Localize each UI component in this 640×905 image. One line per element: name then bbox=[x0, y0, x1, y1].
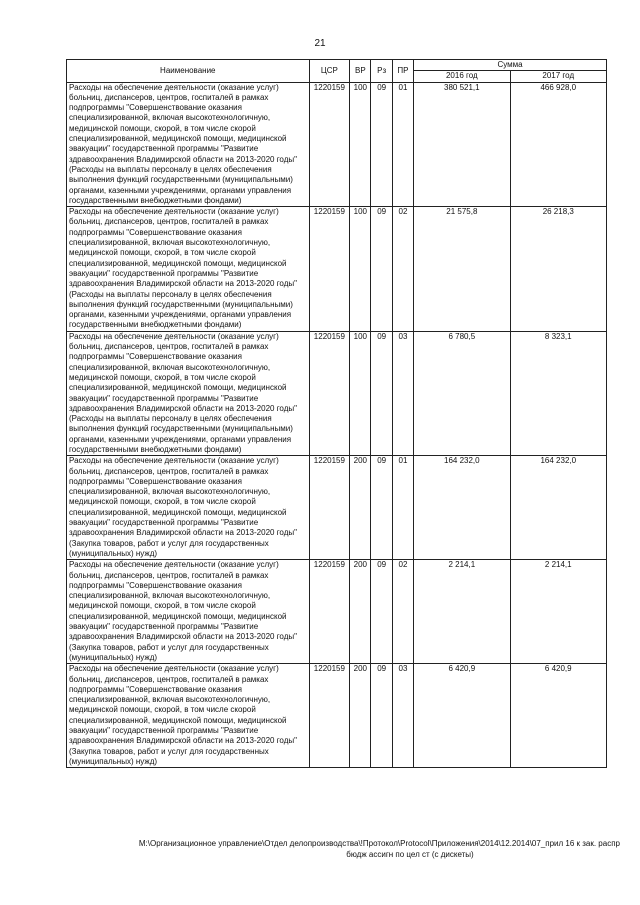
row-name: Расходы на обеспечение деятельности (оказание услуг) больниц, диспансеров, центров, госпиталей в рамках подпрограммы "Совершенствование оказания специализированной, включая высокотехнологичную, медицинской помощи, скорой, в том числе скорой специализированной, медицинской помощи, медицинской эвакуации" государственной программы "Развитие здравоохранения Владимирской области на 2013-2020 годы" (Закупка товаров, работ и услуг для государственных (муниципальных) нужд) bbox=[67, 664, 310, 768]
row-rz: 09 bbox=[371, 331, 392, 456]
row-vr: 100 bbox=[350, 331, 371, 456]
row-pr: 02 bbox=[392, 560, 413, 664]
row-2016: 6 780,5 bbox=[414, 331, 510, 456]
table-row bbox=[67, 331, 607, 456]
row-name: Расходы на обеспечение деятельности (оказание услуг) больниц, диспансеров, центров, госпиталей в рамках подпрограммы "Совершенствование оказания специализированной, включая высокотехнологичную, медицинской помощи, скорой, в том числе скорой специализированной, медицинской помощи, медицинской эвакуации" государственной программы "Развитие здравоохранения Владимирской области на 2013-2020 годы" (Расходы на выплаты персоналу в целях обеспечения выполнения функций государственными (муниципальными) органами, казенными учреждениями, органами управления государственными внебюджетными фондами) bbox=[67, 82, 310, 207]
row-2016: 164 232,0 bbox=[414, 456, 510, 560]
table-row bbox=[67, 207, 607, 332]
budget-table bbox=[66, 59, 607, 768]
row-2017: 8 323,1 bbox=[510, 331, 606, 456]
row-vr: 200 bbox=[350, 664, 371, 768]
row-rz: 09 bbox=[371, 664, 392, 768]
row-rz: 09 bbox=[371, 560, 392, 664]
row-csr: 1220159 bbox=[309, 560, 350, 664]
row-vr: 200 bbox=[350, 456, 371, 560]
row-pr: 01 bbox=[392, 456, 413, 560]
row-rz: 09 bbox=[371, 456, 392, 560]
row-csr: 1220159 bbox=[309, 82, 350, 207]
table-row bbox=[67, 560, 607, 664]
table-row bbox=[67, 664, 607, 768]
row-2017: 466 928,0 bbox=[510, 82, 606, 207]
header-vr: ВР bbox=[350, 60, 371, 83]
header-2017: 2017 год bbox=[510, 71, 606, 82]
row-2016: 380 521,1 bbox=[414, 82, 510, 207]
row-2017: 26 218,3 bbox=[510, 207, 606, 332]
row-csr: 1220159 bbox=[309, 456, 350, 560]
row-name: Расходы на обеспечение деятельности (оказание услуг) больниц, диспансеров, центров, госпиталей в рамках подпрограммы "Совершенствование оказания специализированной, включая высокотехнологичную, медицинской помощи, скорой, в том числе скорой специализированной, медицинской помощи, медицинской эвакуации" государственной программы "Развитие здравоохранения Владимирской области на 2013-2020 годы" (Расходы на выплаты персоналу в целях обеспечения выполнения функций государственными (муниципальными) органами, казенными учреждениями, органами управления государственными внебюджетными фондами) bbox=[67, 207, 310, 332]
row-name: Расходы на обеспечение деятельности (оказание услуг) больниц, диспансеров, центров, госпиталей в рамках подпрограммы "Совершенствование оказания специализированной, включая высокотехнологичную, медицинской помощи, скорой, в том числе скорой специализированной, медицинской помощи, медицинской эвакуации" государственной программы "Развитие здравоохранения Владимирской области на 2013-2020 годы" (Закупка товаров, работ и услуг для государственных (муниципальных) нужд) bbox=[67, 560, 310, 664]
row-pr: 01 bbox=[392, 82, 413, 207]
file-path-footer bbox=[40, 838, 620, 860]
row-2017: 164 232,0 bbox=[510, 456, 606, 560]
header-rz: Рз bbox=[371, 60, 392, 83]
row-name: Расходы на обеспечение деятельности (оказание услуг) больниц, диспансеров, центров, госпиталей в рамках подпрограммы "Совершенствование оказания специализированной, включая высокотехнологичную, медицинской помощи, скорой, в том числе скорой специализированной, медицинской помощи, медицинской эвакуации" государственной программы "Развитие здравоохранения Владимирской области на 2013-2020 годы" (Закупка товаров, работ и услуг для государственных (муниципальных) нужд) bbox=[67, 456, 310, 560]
row-csr: 1220159 bbox=[309, 664, 350, 768]
row-pr: 03 bbox=[392, 664, 413, 768]
row-2017: 6 420,9 bbox=[510, 664, 606, 768]
header-pr: ПР bbox=[392, 60, 413, 83]
table-row bbox=[67, 82, 607, 207]
row-rz: 09 bbox=[371, 207, 392, 332]
footer-path-continued: бюдж ассигн по цел ст (с дискеты) bbox=[346, 850, 474, 859]
row-csr: 1220159 bbox=[309, 207, 350, 332]
page-number: 21 bbox=[314, 38, 326, 49]
row-2016: 6 420,9 bbox=[414, 664, 510, 768]
row-2016: 2 214,1 bbox=[414, 560, 510, 664]
row-vr: 100 bbox=[350, 82, 371, 207]
row-pr: 02 bbox=[392, 207, 413, 332]
table-row bbox=[67, 456, 607, 560]
header-csr: ЦСР bbox=[309, 60, 350, 83]
header-2016: 2016 год bbox=[414, 71, 510, 82]
row-vr: 200 bbox=[350, 560, 371, 664]
row-name: Расходы на обеспечение деятельности (оказание услуг) больниц, диспансеров, центров, госпиталей в рамках подпрограммы "Совершенствование оказания специализированной, включая высокотехнологичную, медицинской помощи, скорой, в том числе скорой специализированной, медицинской помощи, медицинской эвакуации" государственной программы "Развитие здравоохранения Владимирской области на 2013-2020 годы" (Расходы на выплаты персоналу в целях обеспечения выполнения функций государственными (муниципальными) органами, казенными учреждениями, органами управления государственными внебюджетными фондами) bbox=[67, 331, 310, 456]
row-pr: 03 bbox=[392, 331, 413, 456]
row-csr: 1220159 bbox=[309, 331, 350, 456]
row-2017: 2 214,1 bbox=[510, 560, 606, 664]
row-vr: 100 bbox=[350, 207, 371, 332]
footer-path: M:\Организационное управление\Отдел делопроизводства\!Протокол\Protocol\Приложения\2014\12.2014\07_прил 16 к зак. распр bbox=[138, 839, 620, 848]
row-2016: 21 575,8 bbox=[414, 207, 510, 332]
header-name: Наименование bbox=[67, 60, 310, 83]
header-sum: Сумма bbox=[414, 60, 607, 71]
row-rz: 09 bbox=[371, 82, 392, 207]
